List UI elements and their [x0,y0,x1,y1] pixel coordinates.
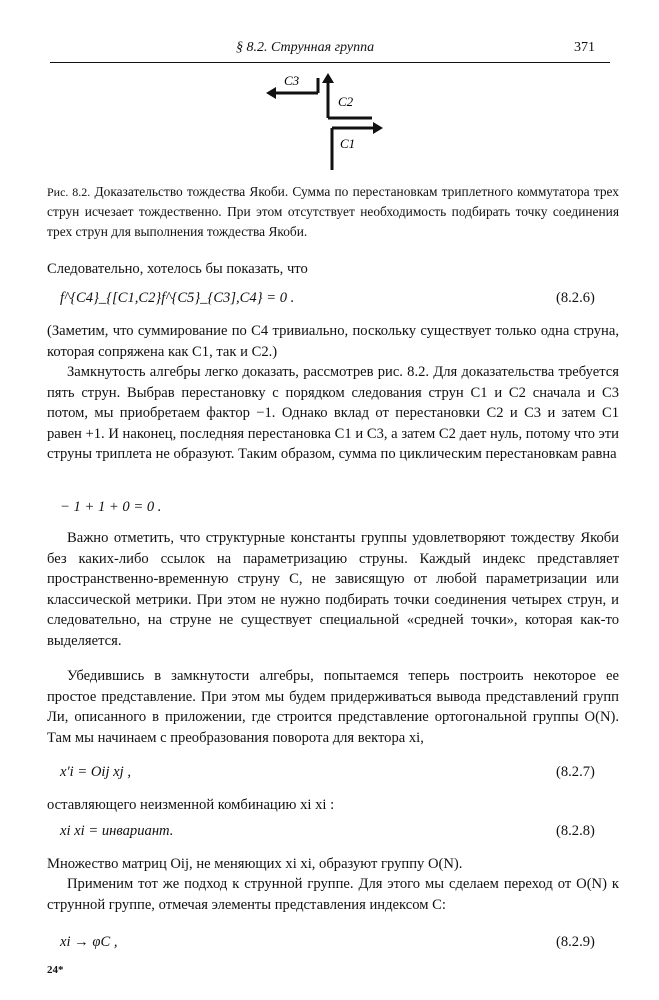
paragraph-7: Множество матриц Oij, не меняющих xi xi, образуют группу O(N). [47,856,463,872]
paragraph-2: (Заметим, что суммирование по C4 тривиально, поскольку существует только одна струна, которая сопряжена как C1, так и C2.) [47,323,619,360]
paragraph-5: Убедившись в замкнутости алгебры, попытаемся теперь построить некоторое ее простое представление. При этом мы будем придерживаться вывода представлений групп Ли, описанного в приложении, где строится представление ортогональной группы O(N). Там мы начинаем с преобразования поворота для вектора xi, [47,668,619,746]
paragraph-8: Применим тот же подход к струнной группе. Для этого мы сделаем переход от O(N) к струнной группе, отмечая элементы представления индексом C: [47,876,619,913]
c2-label: C2 [338,94,354,109]
equation-cyclic-sum: − 1 + 1 + 0 = 0 . [60,499,162,515]
equation-8-2-9-number: (8.2.9) [556,934,595,950]
running-header: § 8.2. Струнная группа [236,40,375,55]
paragraph-1: Следовательно, хотелось бы показать, что [47,261,308,277]
equation-8-2-8: xi xi = инвариант. [60,823,174,839]
equation-8-2-8-number: (8.2.8) [556,823,595,839]
c2-arrow-head [322,73,334,83]
c1-arrow-head [373,122,383,134]
signature-mark: 24* [47,964,64,976]
header-rule [50,62,610,63]
page-number: 371 [574,40,595,55]
paragraph-3: Замкнутость алгебры легко доказать, рассмотрев рис. 8.2. Для доказательства требуется пять струн. Выбрав перестановку с порядком следования струн C1 и C2 сначала и C3 потом, мы приобретаем фактор −1. Однако вклад от перестановки C2 и C3 и затем C1 равен +1. И наконец, последняя перестановка C1 и C3, а затем C2 дает нуль, потому что эти струны триплета не образуют. Таким образом, сумма по циклическим перестановкам равна [47,364,619,462]
c3-arrow-head [266,87,276,99]
c1-label: C1 [340,136,356,151]
string-diagram [260,72,390,182]
equation-8-2-6 [60,290,294,307]
equation-8-2-9: xi → φC , [60,934,118,950]
equation-8-2-7: x′i = Oij xj , [60,764,131,780]
figure-caption-lead: Рис. 8.2. [47,185,91,199]
equation-8-2-6-text: f^{C4}_{[C1,C2}f^{C5}_{C3],C4} = 0 . [60,290,295,306]
equation-8-2-7-number: (8.2.7) [556,764,595,780]
figure-caption-text: Доказательство тождества Якоби. Сумма по перестановкам триплетного коммутатора трех струн исчезает тождественно. При этом отсутствует необходимость подбирать точку соединения трех струн для выполнения тождества Якоби. [47,184,619,239]
equation-8-2-6-number: (8.2.6) [556,290,595,306]
c3-label: C3 [284,73,300,88]
figure-caption [47,182,619,242]
paragraph-6: оставляющего неизменной комбинацию xi xi : [47,797,335,813]
paragraph-4: Важно отметить, что структурные константы группы удовлетворяют тождеству Якоби без каких-либо ссылок на параметризацию струны. Каждый индекс представляет пространственно-временную струну C, не зависящую от любой параметризации или классической метрики. При этом не нужно подбирать точки соединения четырех струн, и следовательно, на струне не существует специальной «средней точки», которая как-то выделяется. [47,530,619,649]
